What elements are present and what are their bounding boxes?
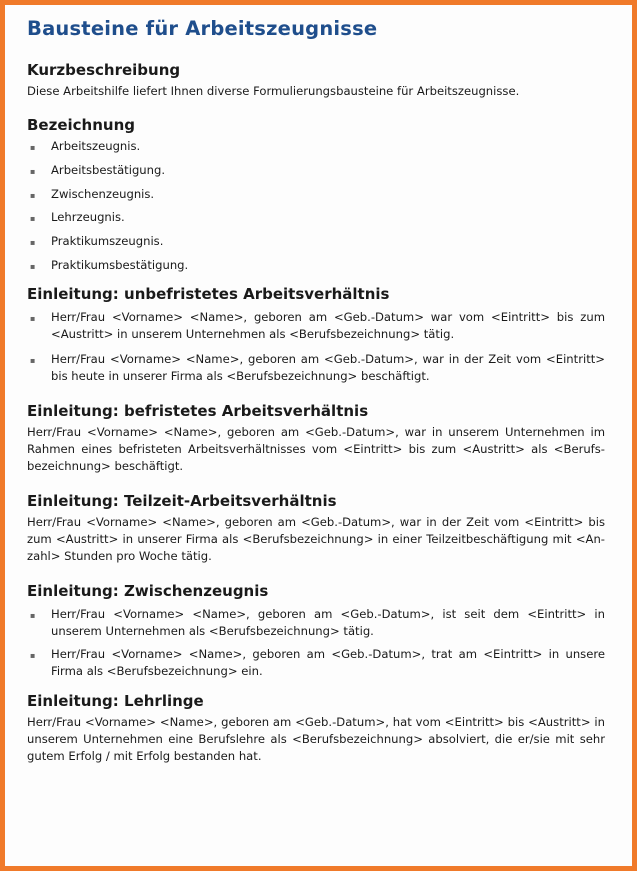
section-teilzeit <box>27 492 605 565</box>
list-item: ▪ Zwischenzeugnis. <box>27 186 605 203</box>
section-lehrlinge <box>27 692 605 765</box>
bullet-icon: ▪ <box>30 214 36 224</box>
section-text: Herr/Frau <Vorname> <Name>, geboren am <Geb.-Datum>, hat vom <Eintritt> bis <Austritt> in unserem Unternehmen eine Berufslehre als <Berufsbezeichnung> absolviert, die er/sie mit sehr gutem Erfolg / mit Erfolg bestanden hat. <box>27 714 605 763</box>
section-bezeichnung <box>27 116 605 274</box>
list-item: ▪ Praktikumsbestätigung. <box>27 257 605 274</box>
bullet-icon: ▪ <box>30 166 36 176</box>
bullet-icon: ▪ <box>30 261 36 271</box>
section-heading: Einleitung: unbefristetes Arbeitsverhältnis <box>27 284 390 303</box>
section-befristet <box>27 402 605 475</box>
bullet-icon: ▪ <box>30 610 36 620</box>
list-item: ▪ Lehrzeugnis. <box>27 209 605 226</box>
list-item: ▪ Herr/Frau <Vorname> <Name>, geboren am <Geb.-Datum>, ist seit dem <Eintritt> in unserem Unternehmen als <Berufsbezeichnung> tätig. <box>30 606 605 638</box>
bullet-icon: ▪ <box>30 355 36 365</box>
section-unbefristet <box>27 285 605 385</box>
section-zwischenzeugnis <box>27 582 605 680</box>
section-heading: Einleitung: Zwischenzeugnis <box>27 581 269 600</box>
section-text: Herr/Frau <Vorname> <Name>, geboren am <Geb.-Datum>, war in der Zeit vom <Eintritt> bis zum <Austritt> in unserer Firma als <Berufsbezeichnung> in einer Teilzeitbeschäftigung mit <An-zahl> Stunden pro Woche tätig. <box>27 514 605 563</box>
list-item: ▪ Herr/Frau <Vorname> <Name>, geboren am <Geb.-Datum>, trat am <Eintritt> in unsere Firma als <Berufsbezeichnung> ein. <box>30 646 605 678</box>
list-item: ▪ Praktikumszeugnis. <box>27 233 605 250</box>
section-heading: Kurzbeschreibung <box>27 61 181 79</box>
list-item: ▪ Arbeitsbestätigung. <box>27 162 605 179</box>
list-item: ▪ Arbeitszeugnis. <box>27 138 605 155</box>
section-kurzbeschreibung <box>27 61 605 100</box>
section-text: Diese Arbeitshilfe liefert Ihnen diverse Formulierungsbausteine für Arbeitszeugnisse. <box>27 84 520 98</box>
section-heading: Einleitung: Teilzeit-Arbeitsverhältnis <box>27 491 337 510</box>
document-content <box>27 17 605 765</box>
bullet-icon: ▪ <box>30 313 36 323</box>
bullet-icon: ▪ <box>30 190 36 200</box>
section-heading: Bezeichnung <box>27 116 135 134</box>
bullet-icon: ▪ <box>30 143 36 152</box>
section-heading: Einleitung: befristetes Arbeitsverhältnis <box>27 401 369 420</box>
section-text: Herr/Frau <Vorname> <Name>, geboren am <Geb.-Datum>, war in unserem Unternehmen im Rahmen eines befristeten Arbeitsverhältnisses vom <Eintritt> bis zum <Austritt> als <Berufs-bezeichnung> beschäftigt. <box>27 424 605 473</box>
bullet-icon: ▪ <box>30 238 36 248</box>
bullet-list <box>27 309 605 385</box>
bullet-list <box>27 606 605 680</box>
list-item: ▪ Herr/Frau <Vorname> <Name>, geboren am <Geb.-Datum> war vom <Eintritt> bis zum <Austritt> in unserem Unternehmen als <Berufsbezeichnung> tätig. <box>30 309 605 341</box>
section-heading: Einleitung: Lehrlinge <box>27 691 204 710</box>
list-item: ▪ Herr/Frau <Vorname> <Name>, geboren am <Geb.-Datum>, war in der Zeit vom <Eintritt> bis heute in unserer Firma als <Berufsbezeichnung> beschäftigt. <box>30 351 605 383</box>
bullet-list <box>27 138 605 274</box>
bullet-icon: ▪ <box>30 650 36 660</box>
page-title: Bausteine für Arbeitszeugnisse <box>27 17 378 40</box>
